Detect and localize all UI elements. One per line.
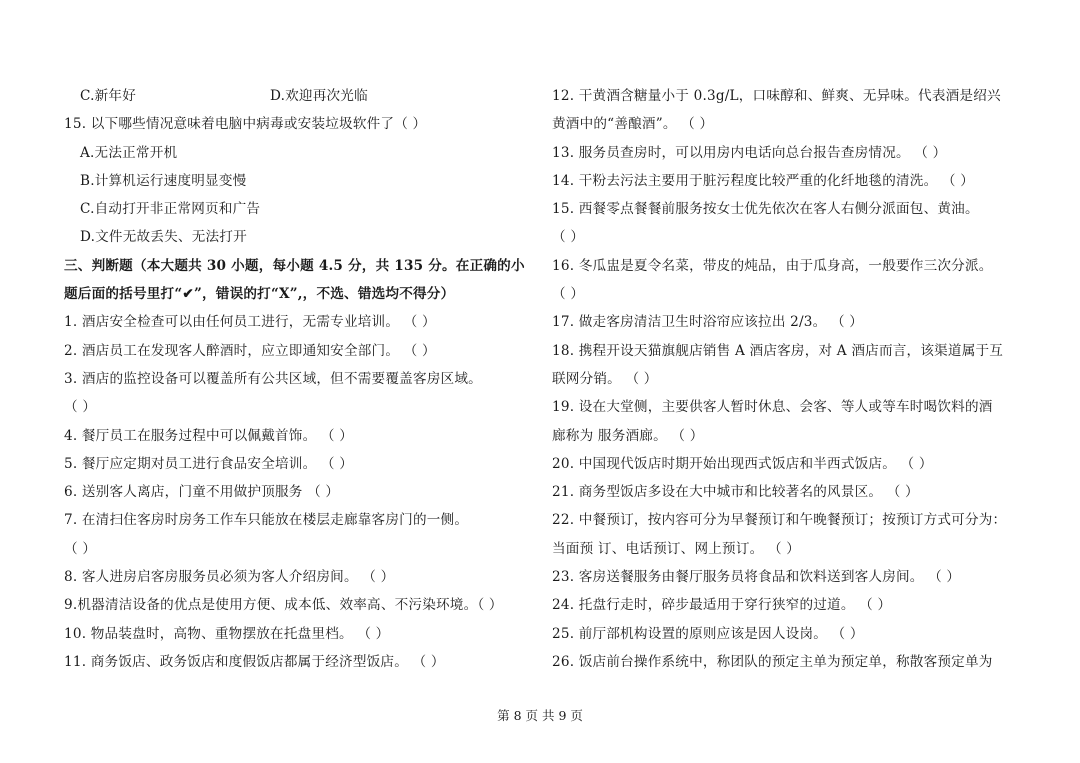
judgment-1: 1. 酒店安全检查可以由任何员工进行，无需专业培训。 （ ） xyxy=(64,314,436,331)
judgment-9: 9.机器清洁设备的优点是使用方便、成本低、效率高、不污染环境。（ ） xyxy=(64,597,503,614)
judgment-7: 7. 在清扫住客房时房务工作车只能放在楼层走廊靠客房门的一侧。 xyxy=(64,512,469,529)
judgment-22: 22. 中餐预订，按内容可分为早餐预订和午晚餐预订；按预订方式可分为： xyxy=(552,512,1007,529)
judgment-3-cont: （ ） xyxy=(64,399,97,416)
section-heading: 三、判断题（本大题共 30 小题，每小题 4.5 分，共 135 分。在正确的小 xyxy=(64,257,525,274)
judgment-10: 10. 物品装盘时，高物、重物摆放在托盘里档。 （ ） xyxy=(64,625,390,642)
option-d: D.欢迎再次光临 xyxy=(270,88,368,104)
judgment-25: 25. 前厅部机构设置的原则应该是因人设岗。 （ ） xyxy=(552,625,864,642)
judgment-15: 15. 西餐零点餐餐前服务按女士优先依次在客人右侧分派面包、黄油。 xyxy=(552,201,979,218)
judgment-17: 17. 做走客房清洁卫生时浴帘应该拉出 2/3。 （ ） xyxy=(552,314,864,331)
question-15-option-c: C.自动打开非正常网页和广告 xyxy=(80,201,261,218)
judgment-8: 8. 客人进房启客房服务员必须为客人介绍房间。 （ ） xyxy=(64,569,395,586)
judgment-24: 24. 托盘行走时，碎步最适用于穿行狭窄的过道。 （ ） xyxy=(552,597,892,614)
judgment-12: 12. 干黄酒含糖量小于 0.3g/L，口味醇和、鲜爽、无异味。代表酒是绍兴 xyxy=(552,88,1001,104)
judgment-5: 5. 餐厅应定期对员工进行食品安全培训。 （ ） xyxy=(64,455,354,472)
judgment-4: 4. 餐厅员工在服务过程中可以佩戴首饰。 （ ） xyxy=(64,427,354,444)
judgment-12-cont: 黄酒中的“善酿酒”。 （ ） xyxy=(552,116,714,133)
judgment-15-cont: （ ） xyxy=(552,229,585,246)
question-14-options-cd xyxy=(64,82,534,110)
judgment-22-cont: 当面预 订、电话预订、网上预订。 （ ） xyxy=(552,540,801,557)
option-c: C.新年好 xyxy=(80,88,137,104)
judgment-19: 19. 设在大堂侧，主要供客人暂时休息、会客、等人或等车时喝饮料的酒 xyxy=(552,399,993,416)
question-15: 15. 以下哪些情况意味着电脑中病毒或安装垃圾软件了（ ） xyxy=(64,116,427,133)
judgment-16: 16. 冬瓜盅是夏令名菜，带皮的炖品，由于瓜身高，一般要作三次分派。 xyxy=(552,257,993,274)
judgment-23: 23. 客房送餐服务由餐厅服务员将食品和饮料送到客人房间。 （ ） xyxy=(552,569,961,586)
page-number: 第 8 页 共 9 页 xyxy=(497,708,583,723)
section-heading-cont: 题后面的括号里打“✔”，错误的打“X”,，不选、错选均不得分） xyxy=(64,286,455,303)
judgment-26: 26. 饭店前台操作系统中，称团队的预定主单为预定单，称散客预定单为 xyxy=(552,653,993,670)
question-15-option-b: B.计算机运行速度明显变慢 xyxy=(80,172,247,189)
question-15-option-a: A.无法正常开机 xyxy=(80,144,178,161)
judgment-16-cont: （ ） xyxy=(552,286,585,303)
judgment-21: 21. 商务型饭店多设在大中城市和比较著名的风景区。 （ ） xyxy=(552,484,919,501)
judgment-3: 3. 酒店的监控设备可以覆盖所有公共区域，但不需要覆盖客房区域。 xyxy=(64,370,482,387)
judgment-19-cont: 廊称为 服务酒廊。 （ ） xyxy=(552,427,704,444)
judgment-2: 2. 酒店员工在发现客人醉酒时，应立即通知安全部门。 （ ） xyxy=(64,342,436,359)
judgment-6: 6. 送别客人离店，门童不用做护顶服务 （ ） xyxy=(64,484,340,501)
judgment-18: 18. 携程开设天猫旗舰店销售 A 酒店客房，对 A 酒店而言，该渠道属于互 xyxy=(552,342,1004,359)
judgment-20: 20. 中国现代饭店时期开始出现西式饭店和半西式饭店。 （ ） xyxy=(552,455,933,472)
judgment-13: 13. 服务员查房时，可以用房内电话向总台报告查房情况。 （ ） xyxy=(552,144,947,161)
judgment-18-cont: 联网分销。 （ ） xyxy=(552,370,658,387)
left-column xyxy=(64,82,534,676)
right-column xyxy=(552,82,1022,676)
judgment-11: 11. 商务饭店、政务饭店和度假饭店都属于经济型饭店。 （ ） xyxy=(64,653,445,670)
judgment-14: 14. 干粉去污法主要用于脏污程度比较严重的化纤地毯的清洗。 （ ） xyxy=(552,172,975,189)
judgment-7-cont: （ ） xyxy=(64,540,97,557)
question-15-option-d: D.文件无故丢失、无法打开 xyxy=(80,229,247,246)
